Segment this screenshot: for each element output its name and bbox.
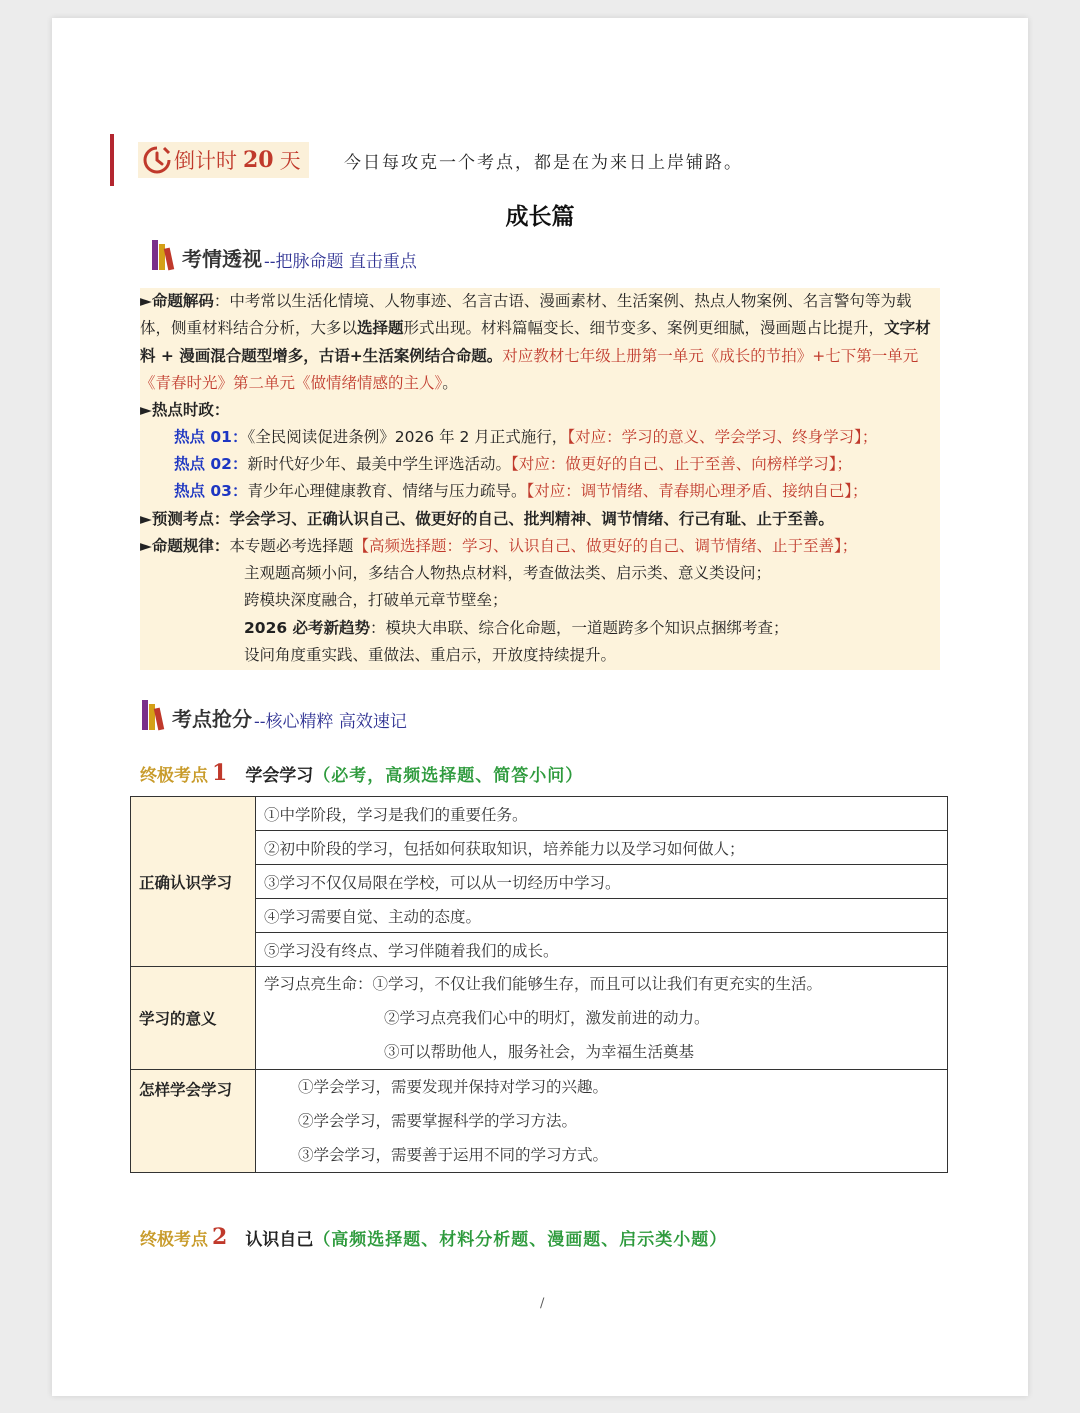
trend-text: ：模块大串联、综合化命题，一道题跨多个知识点捆绑考查；	[370, 619, 789, 637]
rule-row	[140, 533, 940, 560]
motto-text: 今日每攻克一个考点，都是在为来日上岸铺路。	[344, 153, 743, 173]
rule-text: 本专题必考选择题	[229, 537, 354, 555]
document-page	[52, 18, 1028, 1396]
decode-textbook-ref: 节拍》+七下第一单元《青春时光》第二单元《做情绪情感的主人》	[140, 346, 919, 392]
decode-emph: 选择题	[357, 319, 404, 338]
decode-paragraph	[140, 288, 940, 397]
decode-text: ：中考常以生活化情境、人物事迹、名言古语、漫画素材、生活案例、热点人物案例、名言警句	[213, 292, 865, 310]
table-cell	[256, 967, 948, 1070]
point-label: 终极考点	[140, 1230, 208, 1250]
countdown-number: 20	[243, 147, 274, 173]
hot-topic-text: 新时代好少年、最美中学生评选活动。	[247, 455, 511, 473]
category-cell: 正确认识学习	[131, 797, 256, 967]
hot-topic-link: 【对应：调节情绪、青春期心理矛盾、接纳自己】；	[526, 482, 868, 500]
trend-label: 2026 必考新趋势	[244, 619, 371, 637]
point-number: 2	[212, 1224, 228, 1250]
table-cell: ④学习需要自觉、主动的态度。	[256, 899, 948, 933]
table-cell: ③学习不仅仅局限在学校，可以从一切经历中学习。	[256, 865, 948, 899]
hot-topic-text: 青少年心理健康教育、情绪与压力疏导。	[247, 482, 527, 500]
countdown-prefix: 倒计时	[174, 149, 237, 173]
decode-textbook-ref: 对应教材七年级上册第一单元《成长的	[502, 346, 766, 365]
decode-text: 形式出现。材料篇幅变长、细节变多、案例更细腻，漫画题占	[403, 319, 823, 338]
point-note: （必考，高频选择题、简答小问）	[313, 766, 584, 786]
predict-text: 学会学习、正确认识自己、做更好的自己、批判精神、调节情绪、行己有耻、止于至善。	[229, 510, 834, 528]
books-icon	[140, 698, 170, 732]
hot-topic-label: 热点 02：	[174, 455, 248, 473]
table-row	[131, 967, 948, 1070]
section-title: 考点抢分	[172, 707, 252, 731]
hot-topic-row	[174, 451, 852, 478]
point-note: （高频选择题、材料分析题、漫画题、启示类小题）	[313, 1230, 728, 1250]
hot-topic-label: 热点 03：	[174, 482, 248, 500]
decode-text: 比提升，	[822, 319, 885, 338]
table-cell: ②初中阶段的学习，包括如何获取知识，培养能力以及学习如何做人；	[256, 831, 948, 865]
clock-icon	[142, 145, 172, 175]
decode-label: ►命题解码	[140, 292, 214, 310]
rule-line: 跨模块深度融合，打破单元章节壁垒；	[244, 591, 508, 609]
hot-topic-row	[174, 478, 868, 505]
cell-line: ②学习点亮我们心中的明灯，激发前进的动力。	[384, 1009, 710, 1027]
cell-line: ③学会学习，需要善于运用不同的学习方式。	[298, 1146, 609, 1164]
decode-text: 等为载体，侧重材料结合分析，大多以	[140, 292, 912, 338]
decode-text: 。	[442, 373, 458, 392]
hot-topic-row	[174, 424, 877, 451]
point-title: 认识自己	[245, 1230, 314, 1250]
countdown-badge	[138, 142, 309, 178]
category-cell: 怎样学会学习	[131, 1070, 256, 1173]
point2-header	[140, 1224, 727, 1250]
point-title: 学会学习	[245, 766, 314, 786]
hot-topic-link: 【对应：学习的意义、学会学习、终身学习】；	[567, 428, 878, 446]
point-label: 终极考点	[140, 766, 208, 786]
hot-topic-label: 热点 01：	[174, 428, 248, 446]
section-header-analysis	[150, 238, 417, 272]
predict-row	[140, 506, 940, 533]
table-cell: ⑤学习没有终点、学习伴随着我们的成长。	[256, 933, 948, 967]
point1-header	[140, 760, 583, 786]
rule-label: ►命题规律：	[140, 537, 230, 555]
rule-line: 设问角度重实践、重做法、重启示，开放度持续提升。	[244, 646, 617, 664]
decode-emph: 文字材料 + 漫画混合题型增多，古语+生活案例结合命题。	[140, 319, 931, 365]
table-cell: ①中学阶段，学习是我们的重要任务。	[256, 797, 948, 831]
predict-label: ►预测考点：	[140, 510, 230, 528]
rule-line: 主观题高频小问，多结合人物热点材料，考查做法类、启示类、意义类设问；	[244, 564, 772, 582]
knowledge-table	[130, 796, 948, 1173]
section-subtitle: --把脉命题 直击重点	[264, 252, 417, 272]
section-header-points	[140, 698, 407, 732]
table-cell	[256, 1070, 948, 1173]
rule-link: 【高频选择题：学习、认识自己、做更好的自己、调节情绪、止于至善】；	[353, 537, 858, 555]
books-icon	[150, 238, 180, 272]
page-footer-mark: /	[540, 1296, 545, 1311]
analysis-box	[140, 288, 940, 670]
page-title: 成长篇	[505, 204, 575, 230]
header-accent-bar	[110, 134, 114, 186]
section-title: 考情透视	[182, 247, 262, 271]
cell-line: ③可以帮助他人，服务社会，为幸福生活奠基	[384, 1043, 695, 1061]
hot-topic-text: 《全民阅读促进条例》2026 年 2 月正式施行，	[247, 428, 568, 446]
hot-topics-label: ►热点时政：	[140, 401, 230, 419]
cell-line: ①学会学习，需要发现并保持对学习的兴趣。	[298, 1078, 609, 1096]
category-cell: 学习的意义	[131, 967, 256, 1070]
countdown-suffix: 天	[279, 149, 301, 173]
hot-topic-link: 【对应：做更好的自己、止于至善、向榜样学习】；	[510, 455, 852, 473]
table-row	[131, 1070, 948, 1173]
cell-line: 学习点亮生命：①学习，不仅让我们能够生存，而且可以让我们有更充实的生活。	[264, 975, 823, 993]
section-subtitle: --核心精粹 高效速记	[254, 712, 407, 732]
point-number: 1	[212, 760, 228, 786]
cell-line: ②学会学习，需要掌握科学的学习方法。	[298, 1112, 578, 1130]
table-row	[131, 797, 948, 831]
trend-row	[244, 615, 789, 642]
